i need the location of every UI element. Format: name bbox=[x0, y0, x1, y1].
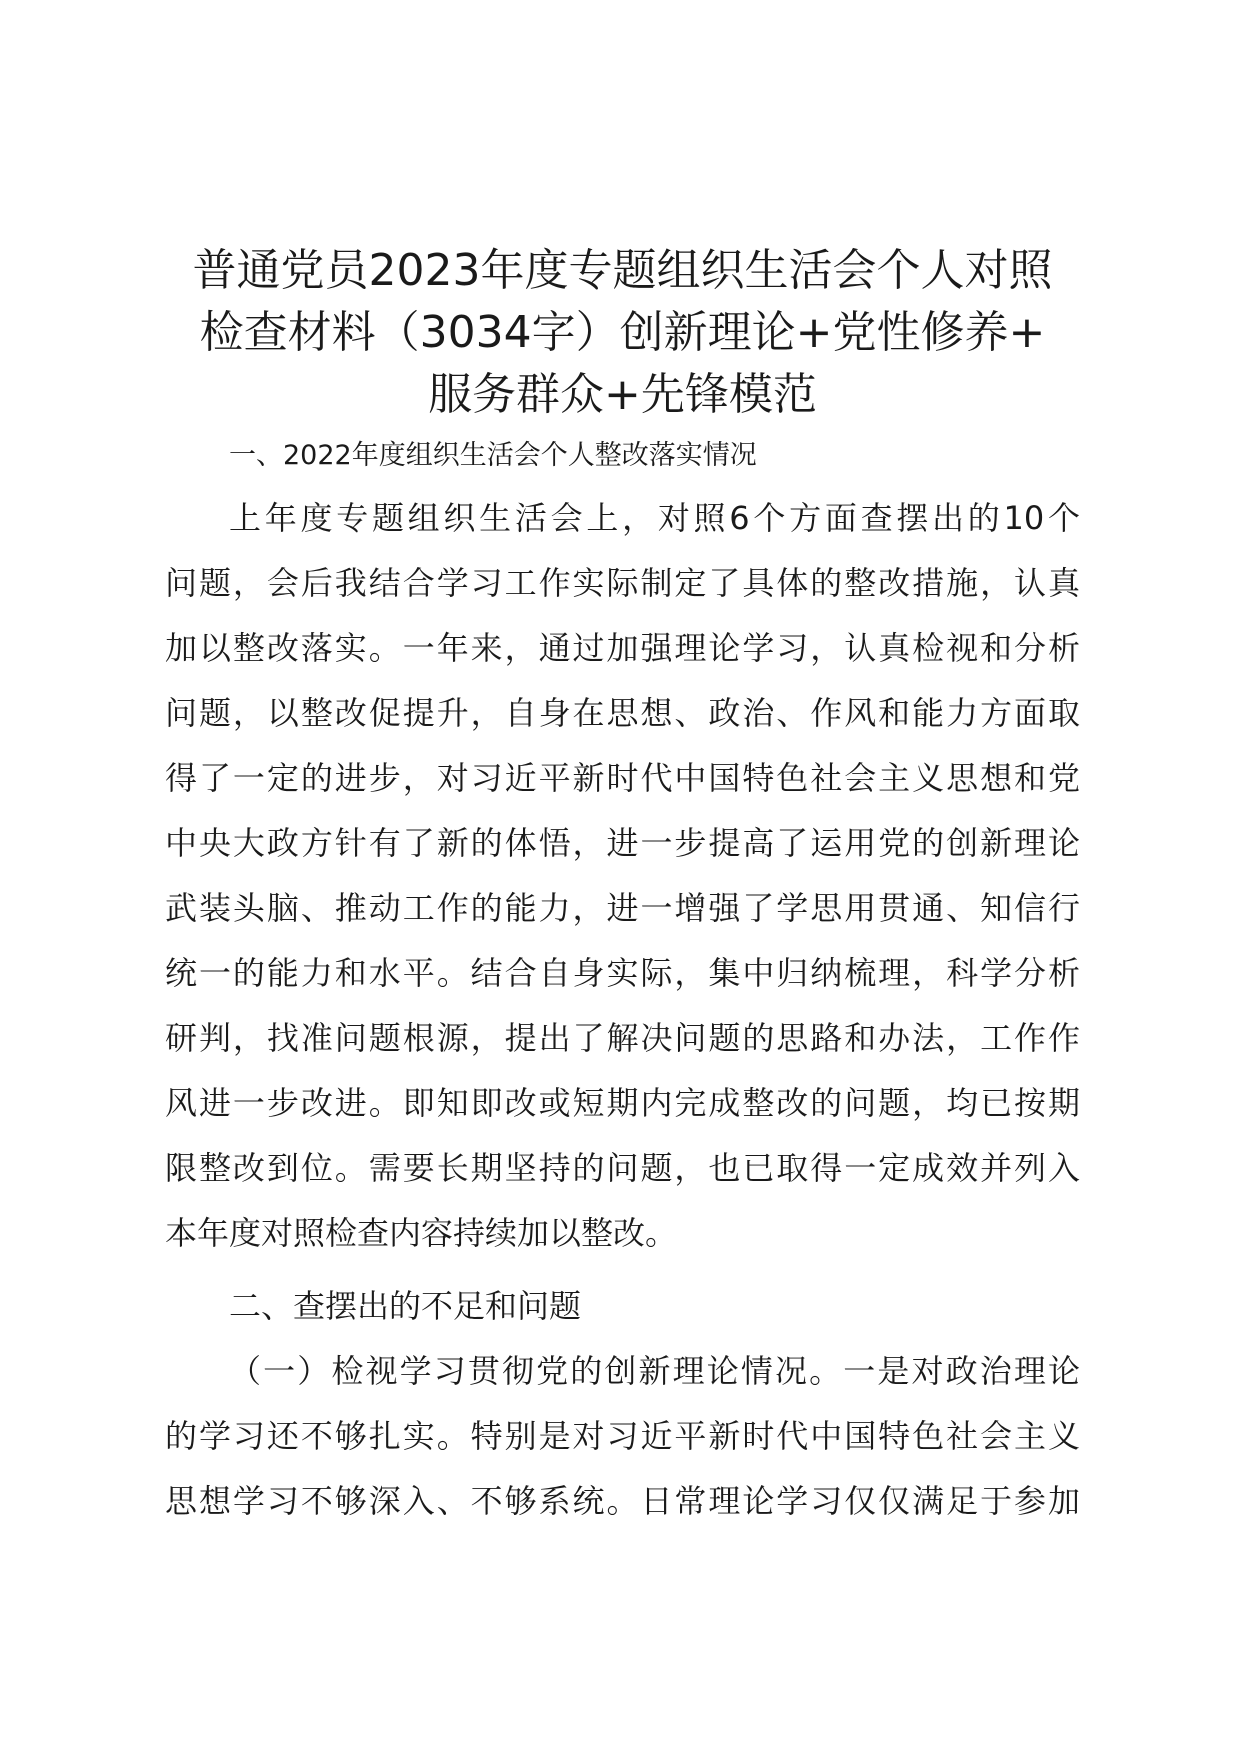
paragraph-line: 上年度专题组织生活会上，对照6个方面查摆出的10个 bbox=[229, 499, 1080, 537]
paragraph-line: 思想学习不够深入、不够系统。日常理论学习仅仅满足于参加 bbox=[165, 1482, 1080, 1520]
paragraph-line: 的学习还不够扎实。特别是对习近平新时代中国特色社会主义 bbox=[165, 1417, 1080, 1455]
section-2 bbox=[165, 1274, 1080, 1534]
paragraph-line: 研判，找准问题根源，提出了解决问题的思路和办法，工作作 bbox=[165, 1019, 1080, 1057]
paragraph-line: 问题，会后我结合学习工作实际制定了具体的整改措施，认真 bbox=[165, 564, 1080, 602]
paragraph-line: 武装头脑、推动工作的能力，进一增强了学思用贯通、知信行 bbox=[165, 889, 1080, 927]
title-line-3: 服务群众+先锋模范 bbox=[428, 369, 817, 420]
document-page bbox=[165, 240, 1080, 1534]
paragraph-1 bbox=[165, 486, 1080, 1266]
section2-heading: 二、查摆出的不足和问题 bbox=[229, 1287, 582, 1325]
document-title bbox=[165, 240, 1080, 426]
paragraph-line: 中央大政方针有了新的体悟，进一步提高了运用党的创新理论 bbox=[165, 824, 1080, 862]
title-line-1: 普通党员2023年度专题组织生活会个人对照 bbox=[192, 245, 1053, 296]
paragraph-line: 本年度对照检查内容持续加以整改。 bbox=[165, 1214, 678, 1252]
title-line-2: 检查材料（3034字）创新理论+党性修养+ bbox=[199, 307, 1046, 358]
paragraph-line: 限整改到位。需要长期坚持的问题，也已取得一定成效并列入 bbox=[165, 1149, 1080, 1187]
paragraph-line: 加以整改落实。一年来，通过加强理论学习，认真检视和分析 bbox=[165, 629, 1080, 667]
paragraph-line: 风进一步改进。即知即改或短期内完成整改的问题，均已按期 bbox=[165, 1084, 1080, 1122]
paragraph-line: 得了一定的进步，对习近平新时代中国特色社会主义思想和党 bbox=[165, 759, 1080, 797]
section1-heading: 一、2022年度组织生活会个人整改落实情况 bbox=[229, 440, 757, 471]
paragraph-line: 问题，以整改促提升，自身在思想、政治、作风和能力方面取 bbox=[165, 694, 1080, 732]
paragraph-line: 统一的能力和水平。结合自身实际，集中归纳梳理，科学分析 bbox=[165, 954, 1080, 992]
paragraph-line: （一）检视学习贯彻党的创新理论情况。一是对政治理论 bbox=[229, 1352, 1080, 1390]
